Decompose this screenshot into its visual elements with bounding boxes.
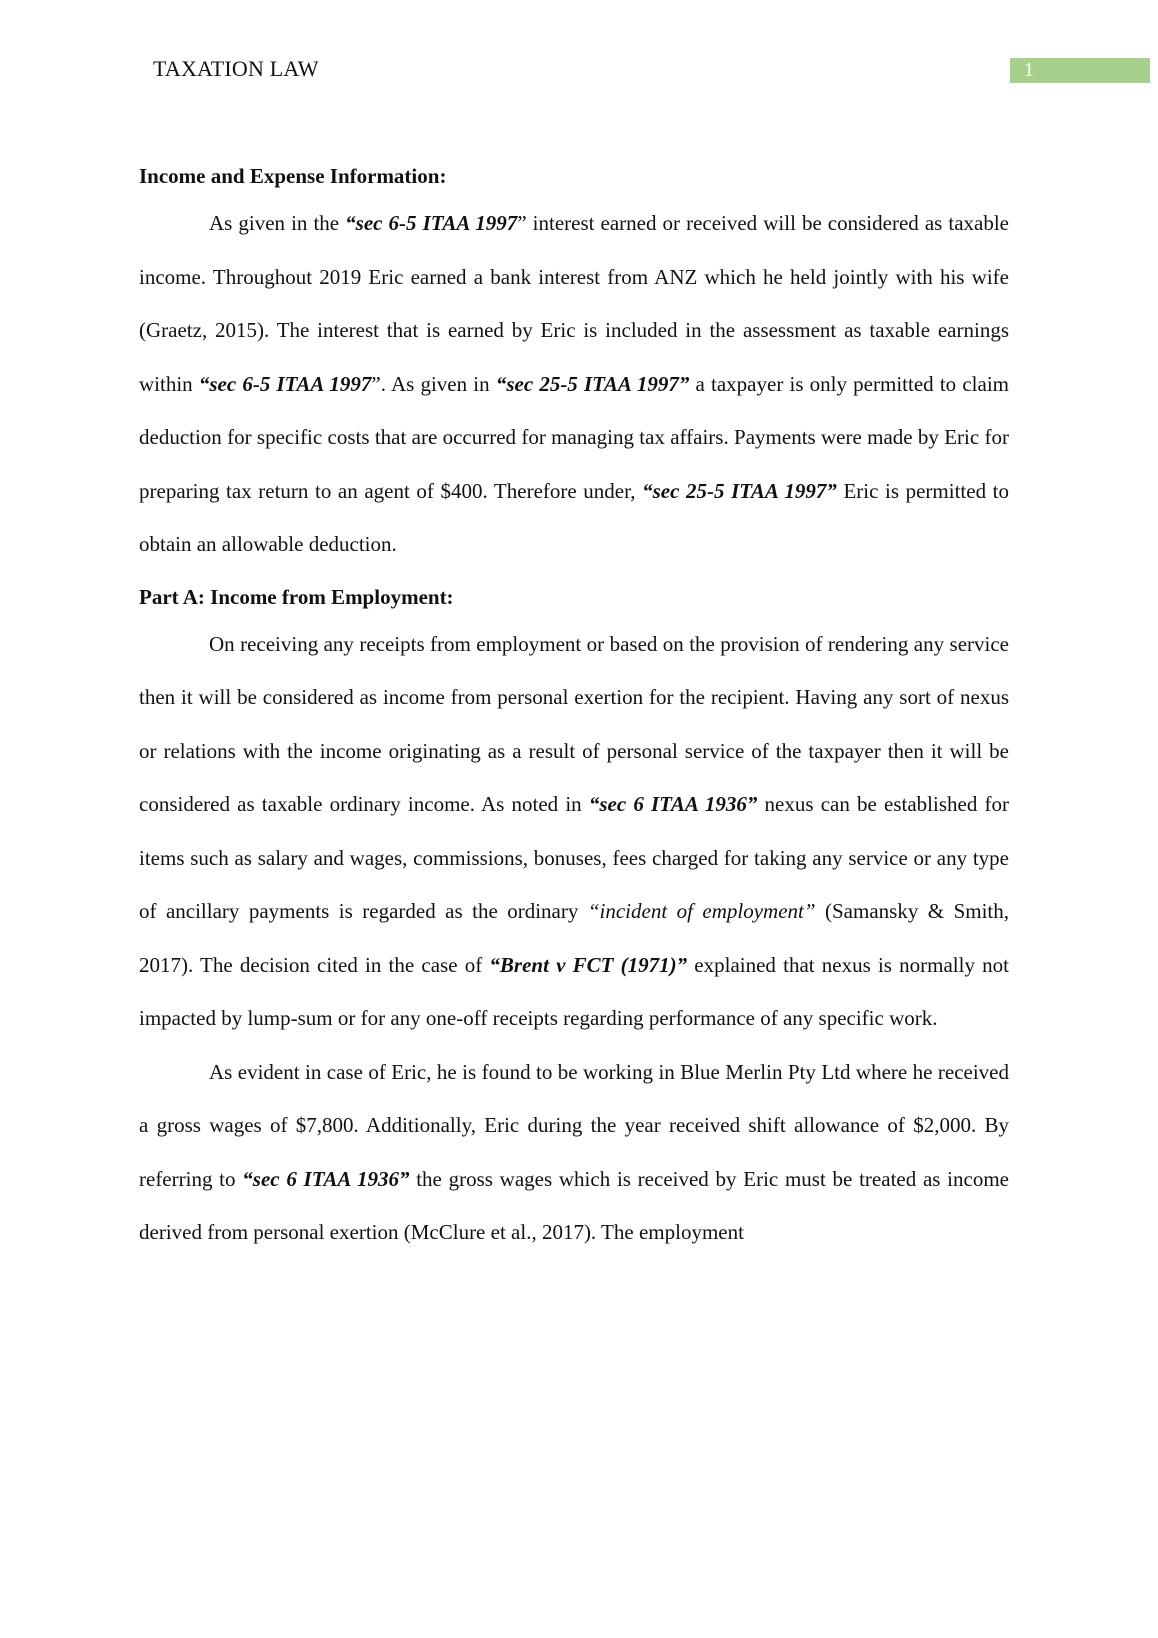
document-body [139,155,1009,1260]
running-head-title: TAXATION LAW [153,56,319,81]
paragraph-employment-income [139,618,1009,1046]
quote-incident-of-employment: “incident of employment” [587,899,816,923]
paragraph-eric-wages [139,1046,1009,1260]
citation-sec-6-5: “sec 6-5 ITAA 1997 [345,211,518,235]
text-run: Eric is permitted to obtain an allowable deduction. [139,478,1009,556]
text-run: As given in the [209,211,346,235]
citation-brent-v-fct: “Brent v FCT (1971)” [489,952,688,977]
section-heading-income-expense: Income and Expense Information: [139,164,447,188]
text-run: On receiving any receipts from employment or based on the provision of rendering any service then it will be considered as income from personal exertion for the recipient. Having any sort of nexus or relations with the income originating as a result of personal service of the taxpayer then it will be considered as taxable ordinary income. As noted in [139,631,1009,816]
section-heading-part-a: Part A: Income from Employment: [139,584,454,609]
text-run: a taxpayer is only permitted to claim deduction for specific costs that are occurred for managing tax affairs. Payments were made by Eric for preparing tax return to an agent of $400. Therefore under, [139,371,1009,503]
paragraph-income-expense [139,197,1009,572]
text-run: (Samansky & Smith, 2017). The decision cited in the case of [139,899,1009,977]
page-number: 1 [1024,59,1034,81]
text-run: the gross wages which is received by Eric must be treated as income derived from personal exertion (McClure et al., 2017). The employment [139,1166,1009,1244]
citation-sec-6-1936: “sec 6 ITAA 1936” [242,1166,410,1191]
text-run: ” interest earned or received will be considered as taxable income. Throughout 2019 Eric earned a bank interest from ANZ which he held jointly with his wife (Graetz, 2015). The interest that is earned by Eric is included in the assessment as taxable earnings within [139,211,1009,396]
text-run: explained that nexus is normally not impacted by lump-sum or for any one-off receipts regarding performance of any specific work. [139,952,1009,1030]
text-run: nexus can be established for items such as salary and wages, commissions, bonuses, fees charged for taking any service or any type of ancillary payments is regarded as the ordinary [139,792,1009,923]
citation-sec-6-1936: “sec 6 ITAA 1936” [588,792,758,816]
citation-sec-6-5: “sec 6-5 ITAA 1997 [198,371,372,396]
page-number-box [1010,58,1150,83]
citation-sec-25-5: “sec 25-5 ITAA 1997” [495,371,690,396]
citation-sec-25-5: “sec 25-5 ITAA 1997” [642,478,837,503]
text-run: As evident in case of Eric, he is found to be working in Blue Merlin Pty Ltd where he received a gross wages of $7,800. Additionally, Eric during the year received shift allowance of $2,000. By referring to [139,1059,1009,1191]
text-run: ”. As given in [371,371,496,396]
